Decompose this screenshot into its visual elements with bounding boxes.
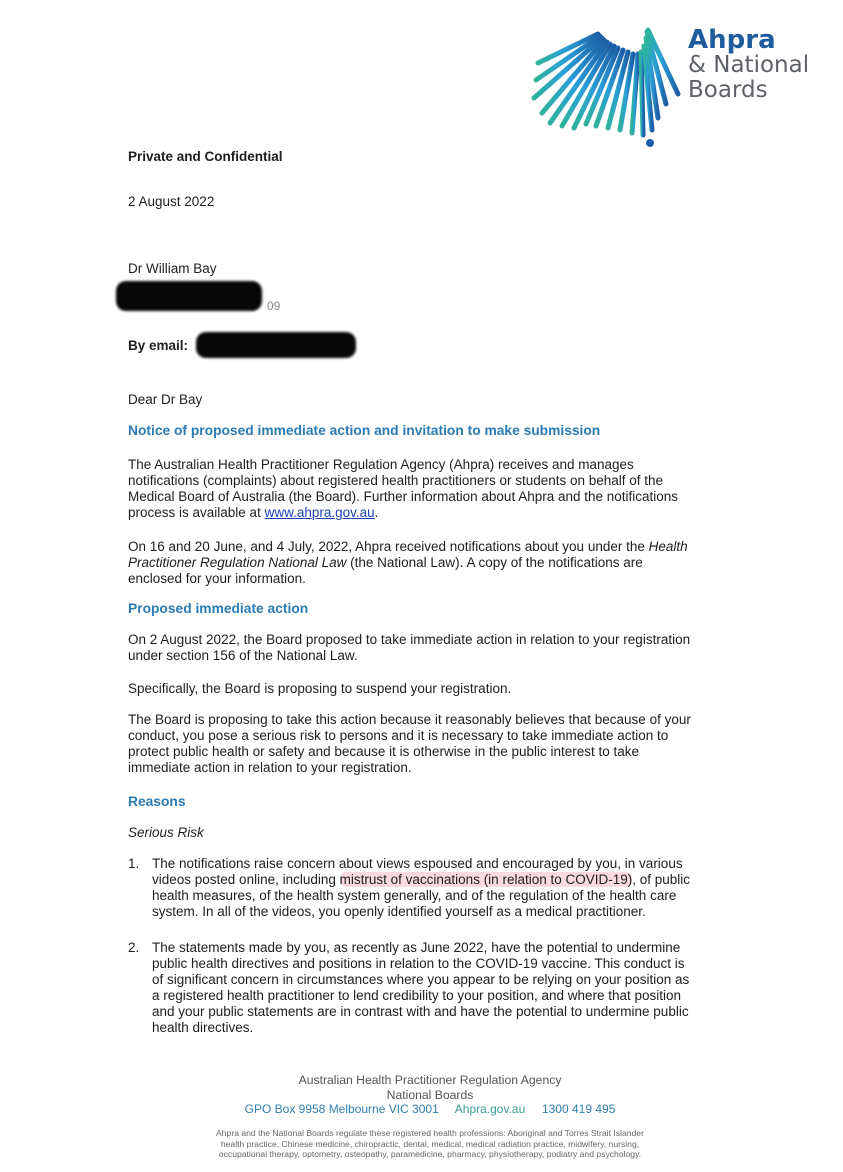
list-item-line: public health directives and positions in relation to the COVID-19 vaccine. This conduct is bbox=[152, 956, 685, 971]
footer-professions: occupational therapy, optometry, osteopathy, paramedicine, pharmacy, physiotherapy, podiatry and psychology. bbox=[218, 1149, 642, 1159]
salutation: Dear Dr Bay bbox=[128, 392, 203, 407]
paragraph-line: immediate action in relation to your registration. bbox=[128, 760, 412, 775]
list-item-line: a registered health practitioner to lend credibility to your position, and where that position bbox=[152, 988, 682, 1003]
heading-reasons: Reasons bbox=[128, 794, 186, 809]
paragraph-line: The Australian Health Practitioner Regulation Agency (Ahpra) receives and manages bbox=[128, 457, 634, 472]
ahpra-website-link[interactable]: www.ahpra.gov.au bbox=[264, 505, 375, 520]
confidential-label: Private and Confidential bbox=[128, 149, 283, 164]
heading-proposed-action: Proposed immediate action bbox=[128, 601, 309, 616]
footer-professions: health practice, Chinese medicine, chiropractic, dental, medical, medical radiation practice, midwifery, nursing, bbox=[220, 1138, 640, 1149]
subheading-serious-risk: Serious Risk bbox=[128, 825, 204, 840]
footer-contact: GPO Box 9958 Melbourne VIC 3001 Ahpra.gov.au 1300 419 495 bbox=[244, 1102, 616, 1116]
footer-org: Australian Health Practitioner Regulation Agency bbox=[298, 1073, 562, 1087]
list-item-line: The statements made by you, as recently as June 2022, have the potential to undermine bbox=[152, 940, 681, 955]
paragraph-line: under section 156 of the National Law. bbox=[128, 648, 358, 663]
list-item-line: health measures, of the health system generally, and of the regulation of the health care bbox=[152, 888, 677, 903]
paragraph-line: Practitioner Regulation National Law (the National Law). A copy of the notifications are bbox=[128, 555, 643, 570]
paragraph-line: conduct, you pose a serious risk to persons and it is necessary to take immediate action to bbox=[128, 728, 669, 743]
paragraph-line: notifications (complaints) about registered health practitioners or students on behalf of the bbox=[128, 473, 664, 488]
paragraph-line: On 16 and 20 June, and 4 July, 2022, Ahpra received notifications about you under the Health bbox=[128, 539, 688, 554]
list-number: 1. bbox=[128, 856, 140, 871]
list-number: 2. bbox=[128, 940, 140, 955]
logo-text: Ahpra & National Boards bbox=[688, 25, 810, 103]
paragraph-line: On 2 August 2022, the Board proposed to take immediate action in relation to your registration bbox=[128, 632, 691, 647]
list-item-line: system. In all of the videos, you openly identified yourself as a medical practitioner. bbox=[152, 904, 646, 919]
heading-notice: Notice of proposed immediate action and invitation to make submission bbox=[128, 423, 601, 438]
list-item-line: videos posted online, including mistrust of vaccinations (in relation to COVID-19), of public bbox=[152, 872, 691, 887]
list-item-line: The notifications raise concern about views espoused and encouraged by you, in various bbox=[152, 856, 683, 871]
paragraph-line: protect public health or safety and because it is otherwise in the public interest to take bbox=[128, 744, 640, 759]
paragraph-line: enclosed for your information. bbox=[128, 571, 306, 586]
paragraph-line: The Board is proposing to take this action because it reasonably believes that because of your bbox=[128, 712, 691, 727]
footer-professions: Ahpra and the National Boards regulate these registered health professions: Aboriginal and Torres Strait Islander bbox=[216, 1128, 644, 1138]
list-item-line: of significant concern in circumstances where you appear to be relying on your position as bbox=[152, 972, 690, 987]
letter-date: 2 August 2022 bbox=[128, 194, 215, 209]
by-email-label: By email: bbox=[128, 338, 189, 353]
footer-boards: National Boards bbox=[386, 1088, 474, 1102]
redaction-address bbox=[116, 281, 262, 311]
highlighted-text: mistrust of vaccinations (in relation to COVID-19) bbox=[339, 872, 633, 887]
logo-ray bbox=[641, 52, 643, 135]
ahpra-logo-icon bbox=[528, 18, 688, 153]
paragraph-line: Specifically, the Board is proposing to suspend your registration. bbox=[128, 681, 512, 696]
redaction-email bbox=[196, 332, 356, 358]
list-item-line: health directives. bbox=[152, 1020, 254, 1035]
recipient-name: Dr William Bay bbox=[128, 261, 217, 276]
redacted-fragment: 09 bbox=[267, 299, 281, 313]
list-item-line: and your public statements are in contrast with and have the potential to undermine public bbox=[152, 1004, 689, 1019]
paragraph-line: process is available at www.ahpra.gov.au. bbox=[128, 505, 379, 520]
paragraph-line: Medical Board of Australia (the Board). Further information about Ahpra and the notifications bbox=[128, 489, 679, 504]
